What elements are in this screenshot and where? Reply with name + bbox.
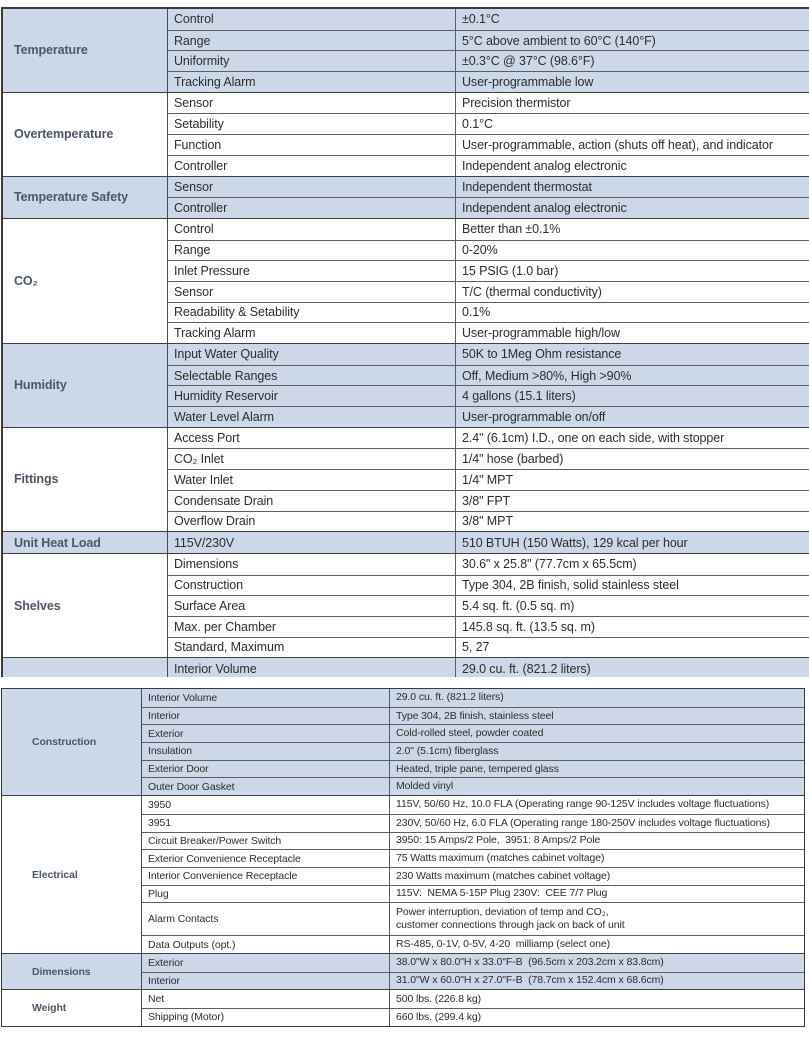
spec-name-cell: Range <box>168 241 456 261</box>
spec-section <box>2 689 804 795</box>
spec-section <box>2 989 804 1025</box>
table-row <box>142 849 804 867</box>
section-label <box>3 658 168 677</box>
spec-name-cell: Inlet Pressure <box>168 261 456 281</box>
table-row <box>142 796 804 814</box>
spec-value-cell: 29.0 cu. ft. (821.2 liters) <box>462 661 591 676</box>
section-label: Dimensions <box>2 954 142 989</box>
table-row <box>168 344 809 365</box>
table-row <box>168 281 809 302</box>
table-row <box>168 658 809 677</box>
spec-name-cell: Condensate Drain <box>168 491 456 511</box>
table-row <box>168 30 809 51</box>
spec-name-cell: Sensor <box>168 282 456 302</box>
spec-value-cell: ±0.3°C @ 37°C (98.6°F) <box>462 54 595 69</box>
spec-value-cell: Independent analog electronic <box>462 158 627 173</box>
spec-name-cell: Dimensions <box>168 554 456 575</box>
table-row <box>168 197 809 218</box>
spec-name-cell: Exterior Convenience Receptacle <box>142 850 390 867</box>
spec-name-cell: Construction <box>168 576 456 596</box>
spec-value-cell: 38.0"W x 80.0"H x 33.0"F-B (96.5cm x 203.2cm x 83.8cm) <box>396 956 664 969</box>
spec-name-cell: Access Port <box>168 428 456 449</box>
spec-name-cell: Interior <box>142 973 390 990</box>
spec-name-cell: Readability & Setability <box>168 303 456 323</box>
spec-value-cell: 4 gallons (15.1 liters) <box>462 389 576 404</box>
spec-name-cell: 3950 <box>142 796 390 814</box>
spec-section <box>3 427 809 531</box>
spec-value-line: customer connections through jack on back of unit <box>396 919 625 932</box>
table-row <box>142 689 804 707</box>
spec-value-cell <box>390 903 804 935</box>
table-row <box>168 302 809 323</box>
section-label: Electrical <box>2 796 142 953</box>
spec-name-cell: Control <box>168 9 456 30</box>
table-row <box>168 134 809 155</box>
spec-name-cell: Selectable Ranges <box>168 366 456 386</box>
table-row <box>168 260 809 281</box>
spec-value-cell: Off, Medium >80%, High >90% <box>462 368 632 383</box>
spec-value-cell: User-programmable high/low <box>462 326 620 341</box>
spec-name-cell: Tracking Alarm <box>168 72 456 92</box>
spec-value-cell: 2.4" (6.1cm) I.D., one on each side, with stopper <box>462 431 725 446</box>
spec-name-cell: Exterior <box>142 725 390 742</box>
spec-name-cell: Interior Volume <box>168 658 456 677</box>
spec-name-cell: Water Inlet <box>168 470 456 490</box>
lower-spec-table <box>1 688 805 1027</box>
spec-name-cell: Max. per Chamber <box>168 617 456 637</box>
spec-section <box>3 531 809 553</box>
spec-name-cell: Function <box>168 135 456 155</box>
spec-value-cell: ±0.1°C <box>462 12 500 27</box>
spec-value-cell: 5, 27 <box>462 640 490 655</box>
table-row <box>168 448 809 469</box>
section-label: Unit Heat Load <box>3 532 168 553</box>
spec-value-cell: Heated, triple pane, tempered glass <box>396 762 559 775</box>
spec-name-cell: Tracking Alarm <box>168 323 456 343</box>
spec-value-cell: 230V, 50/60 Hz, 6.0 FLA (Operating range 180-250V includes voltage fluctuations) <box>396 816 770 829</box>
section-label: Weight <box>2 990 142 1025</box>
table-row <box>142 724 804 742</box>
spec-name-cell: Insulation <box>142 743 390 760</box>
spec-name-cell: Controller <box>168 198 456 218</box>
spec-value-cell: 115V, 50/60 Hz, 10.0 FLA (Operating range 90-125V includes voltage fluctuations) <box>396 798 770 811</box>
table-row <box>168 616 809 637</box>
spec-value-cell: 660 lbs. (299.4 kg) <box>396 1010 482 1023</box>
table-row <box>142 707 804 725</box>
table-row <box>142 990 804 1008</box>
spec-value-cell: 2.0" (5.1cm) fiberglass <box>396 744 499 757</box>
spec-name-cell: 3951 <box>142 815 390 832</box>
table-row <box>168 469 809 490</box>
spec-name-cell: Overflow Drain <box>168 512 456 532</box>
table-row <box>142 885 804 903</box>
spec-name-cell: Sensor <box>168 177 456 198</box>
upper-spec-table <box>1 7 809 677</box>
spec-name-cell: Setability <box>168 114 456 134</box>
table-row <box>168 385 809 406</box>
spec-value-cell: Type 304, 2B finish, stainless steel <box>396 709 554 722</box>
table-row <box>142 742 804 760</box>
section-label: Temperature <box>3 9 168 92</box>
spec-value-cell: T/C (thermal conductivity) <box>462 284 602 299</box>
spec-name-cell: Input Water Quality <box>168 344 456 365</box>
spec-value-cell: RS-485, 0-1V, 0-5V, 4-20 milliamp (select one) <box>396 938 610 951</box>
spec-value-cell: Type 304, 2B finish, solid stainless steel <box>462 578 679 593</box>
table-row <box>142 832 804 850</box>
spec-value-cell: Independent thermostat <box>462 179 592 194</box>
spec-value-cell: 0-20% <box>462 243 498 258</box>
spec-name-cell: Interior Convenience Receptacle <box>142 868 390 885</box>
spec-name-cell: Circuit Breaker/Power Switch <box>142 833 390 850</box>
table-row <box>142 972 804 990</box>
spec-name-cell: Interior Volume <box>142 689 390 707</box>
spec-name-cell: Alarm Contacts <box>142 903 390 935</box>
spec-value-cell: User-programmable on/off <box>462 409 606 424</box>
spec-value-cell: 5.4 sq. ft. (0.5 sq. m) <box>462 599 575 614</box>
spec-value-cell: 145.8 sq. ft. (13.5 sq. m) <box>462 619 595 634</box>
spec-name-cell: Exterior <box>142 954 390 972</box>
spec-section <box>2 953 804 989</box>
spec-value-cell: Precision thermistor <box>462 96 571 111</box>
spec-value-cell: 15 PSIG (1.0 bar) <box>462 264 559 279</box>
spec-value-cell: Cold-rolled steel, powder coated <box>396 727 544 740</box>
spec-name-cell: Humidity Reservoir <box>168 386 456 406</box>
table-row <box>168 532 809 553</box>
spec-value-cell: 31.0"W x 60.0"H x 27.0"F-B (78.7cm x 152.4cm x 68.6cm) <box>396 974 664 987</box>
table-row <box>168 50 809 71</box>
spec-value-cell: 1/4" hose (barbed) <box>462 452 564 467</box>
spec-value-cell: Independent analog electronic <box>462 201 627 216</box>
table-row <box>168 428 809 449</box>
table-row <box>168 113 809 134</box>
spec-value-line: Power interruption, deviation of temp and CO₂, <box>396 906 609 919</box>
spec-value-cell: 50K to 1Meg Ohm resistance <box>462 347 622 362</box>
table-row <box>142 814 804 832</box>
spec-name-cell: Data Outputs (opt.) <box>142 936 390 953</box>
spec-value-cell: 1/4" MPT <box>462 472 513 487</box>
table-row <box>168 365 809 386</box>
spec-value-cell: 0.1% <box>462 305 491 320</box>
table-row <box>168 554 809 575</box>
table-row <box>168 93 809 114</box>
spec-name-cell: CO₂ Inlet <box>168 449 456 469</box>
lower-spec-table-wrap <box>1 688 805 1027</box>
table-row <box>168 219 809 240</box>
table-row <box>168 511 809 532</box>
section-label: CO₂ <box>3 219 168 343</box>
table-row <box>168 155 809 176</box>
spec-value-cell: 500 lbs. (226.8 kg) <box>396 992 482 1005</box>
spec-section <box>3 9 809 92</box>
spec-value-cell: 30.6" x 25.8" (77.7cm x 65.5cm) <box>462 557 637 572</box>
spec-name-cell: Sensor <box>168 93 456 114</box>
spec-section <box>2 795 804 953</box>
spec-name-cell: Water Level Alarm <box>168 407 456 427</box>
section-label: Temperature Safety <box>3 177 168 218</box>
spec-section <box>3 553 809 657</box>
upper-spec-table-clip <box>1 7 809 677</box>
spec-value-cell: User-programmable, action (shuts off heat), and indicator <box>462 137 773 152</box>
table-row <box>168 322 809 343</box>
table-row <box>142 760 804 778</box>
table-row <box>142 1008 804 1026</box>
spec-name-cell: Net <box>142 990 390 1008</box>
table-row <box>142 867 804 885</box>
table-row <box>168 240 809 261</box>
spec-name-cell: Uniformity <box>168 51 456 71</box>
spec-value-cell: 3/8" MPT <box>462 514 513 529</box>
spec-name-cell: Exterior Door <box>142 761 390 778</box>
spec-section <box>3 343 809 427</box>
spec-value-cell: User-programmable low <box>462 74 594 89</box>
spec-value-cell: 230 Watts maximum (matches cabinet voltage) <box>396 869 611 882</box>
spec-value-cell: 115V: NEMA 5-15P Plug 230V: CEE 7/7 Plug <box>396 887 608 900</box>
table-row <box>142 902 804 935</box>
spec-value-cell: 510 BTUH (150 Watts), 129 kcal per hour <box>462 535 688 550</box>
spec-section <box>3 92 809 176</box>
spec-value-cell: 3/8" FPT <box>462 493 511 508</box>
table-row <box>168 406 809 427</box>
table-row <box>142 954 804 972</box>
spec-value-cell: 75 Watts maximum (matches cabinet voltage) <box>396 852 605 865</box>
spec-section <box>3 218 809 343</box>
table-row <box>168 177 809 198</box>
table-row <box>142 935 804 953</box>
spec-name-cell: Controller <box>168 156 456 176</box>
spec-name-cell: Shipping (Motor) <box>142 1009 390 1026</box>
table-row <box>168 575 809 596</box>
spec-name-cell: Surface Area <box>168 596 456 616</box>
table-row <box>142 777 804 795</box>
section-label: Shelves <box>3 554 168 657</box>
section-label: Overtemperature <box>3 93 168 176</box>
spec-section <box>3 176 809 218</box>
table-row <box>168 71 809 92</box>
spec-name-cell: Control <box>168 219 456 240</box>
spec-name-cell: Interior <box>142 708 390 725</box>
spec-name-cell: 115V/230V <box>168 532 456 553</box>
spec-name-cell: Outer Door Gasket <box>142 778 390 795</box>
spec-value-cell: 29.0 cu. ft. (821.2 liters) <box>396 691 504 704</box>
spec-value-cell: Molded vinyl <box>396 780 454 793</box>
spec-section <box>3 657 809 677</box>
spec-value-cell: 5°C above ambient to 60°C (140°F) <box>462 33 656 48</box>
section-label: Humidity <box>3 344 168 427</box>
table-row <box>168 9 809 30</box>
section-label: Construction <box>2 689 142 795</box>
spec-value-cell: 0.1°C <box>462 117 493 132</box>
spec-value-cell: Better than ±0.1% <box>462 222 561 237</box>
table-row <box>168 490 809 511</box>
spec-value-cell: 3950: 15 Amps/2 Pole, 3951: 8 Amps/2 Pole <box>396 834 601 847</box>
spec-name-cell: Plug <box>142 886 390 903</box>
section-label: Fittings <box>3 428 168 531</box>
spec-name-cell: Range <box>168 31 456 51</box>
spec-name-cell: Standard, Maximum <box>168 638 456 658</box>
table-row <box>168 637 809 658</box>
table-row <box>168 595 809 616</box>
